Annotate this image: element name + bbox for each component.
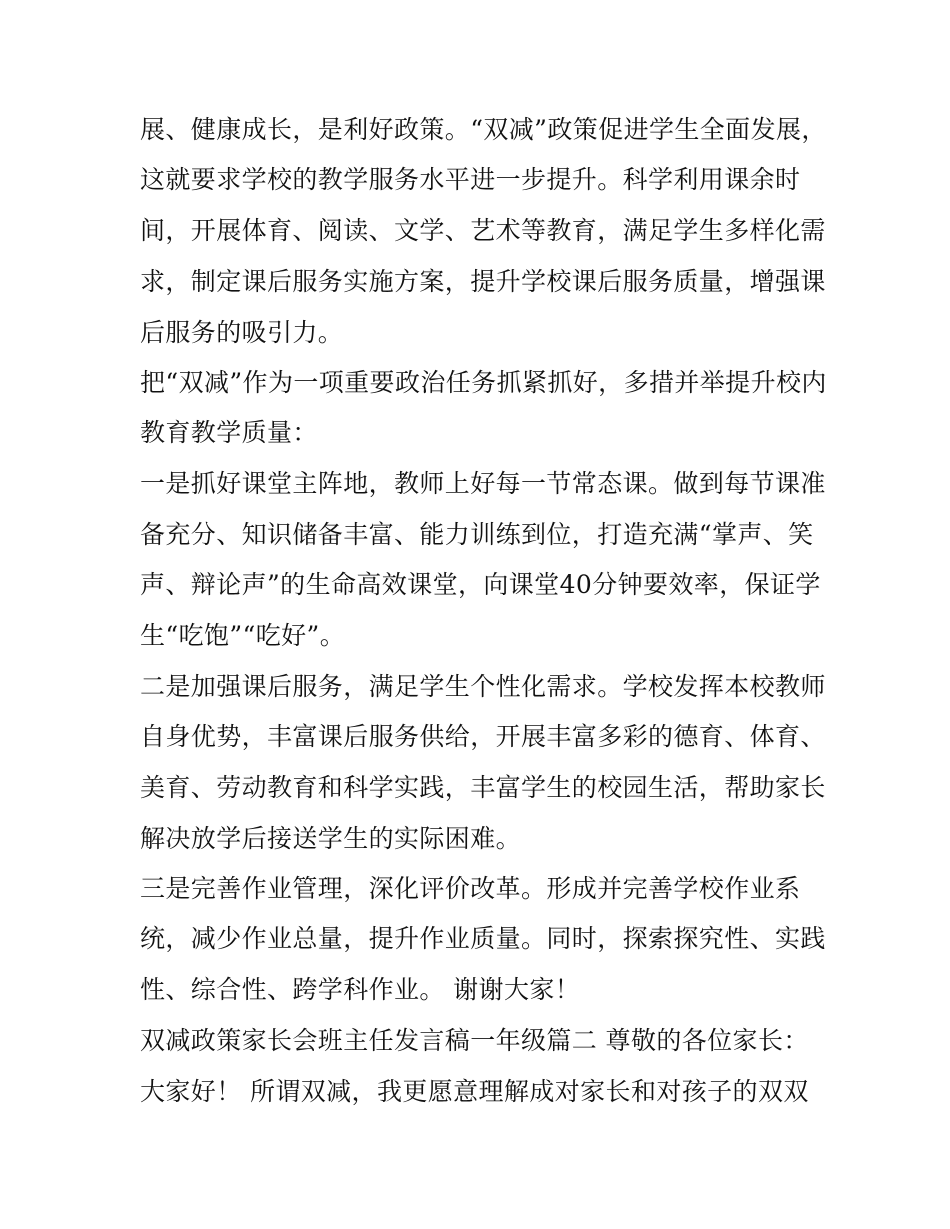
text-line: 二是加强课后服务，满足学生个性化需求。学校发挥本校教师 [140, 672, 826, 701]
text-line: 生“吃饱”“吃好”。 [140, 621, 346, 650]
text-line: 间，开展体育、阅读、文学、艺术等教育，满足学生多样化需 [140, 216, 826, 245]
text-line: 性、综合性、跨学科作业。 谢谢大家！ [140, 975, 581, 1004]
text-line: 备充分、知识储备丰富、能力训练到位，打造充满“掌声、笑 [140, 520, 814, 549]
text-line: 后服务的吸引力。 [140, 318, 344, 347]
text-line: 大家好！ 所谓双减，我更愿意理解成对家长和对孩子的双双 [140, 1077, 809, 1106]
text-line: 求，制定课后服务实施方案，提升学校课后服务质量，增强课 [140, 267, 826, 296]
text-line: 一是抓好课堂主阵地，教师上好每一节常态课。做到每节课准 [140, 469, 826, 498]
text-line: 这就要求学校的教学服务水平进一步提升。科学利用课余时 [140, 165, 801, 194]
text-line: 教育教学质量： [140, 418, 318, 447]
text-line: 把“双减”作为一项重要政治任务抓紧抓好，多措并举提升校内 [140, 368, 827, 397]
text-line: 三是完善作业管理，深化评价改革。形成并完善学校作业系 [140, 874, 801, 903]
text-line: 自身优势，丰富课后服务供给，开展丰富多彩的德育、体育、 [140, 722, 826, 751]
text-line: 美育、劳动教育和科学实践，丰富学生的校园生活，帮助家长 [140, 773, 826, 802]
text-line: 声、辩论声”的生命高效课堂，向课堂40分钟要效率，保证学 [140, 570, 821, 599]
text-line: 双减政策家长会班主任发言稿一年级篇二 尊敬的各位家长： [140, 1026, 809, 1055]
text-line: 解决放学后接送学生的实际困难。 [140, 824, 522, 853]
text-line: 展、健康成长，是利好政策。“双减”政策促进学生全面发展， [140, 115, 827, 144]
text-line: 统，减少作业总量，提升作业质量。同时，探索探究性、实践 [140, 924, 826, 953]
